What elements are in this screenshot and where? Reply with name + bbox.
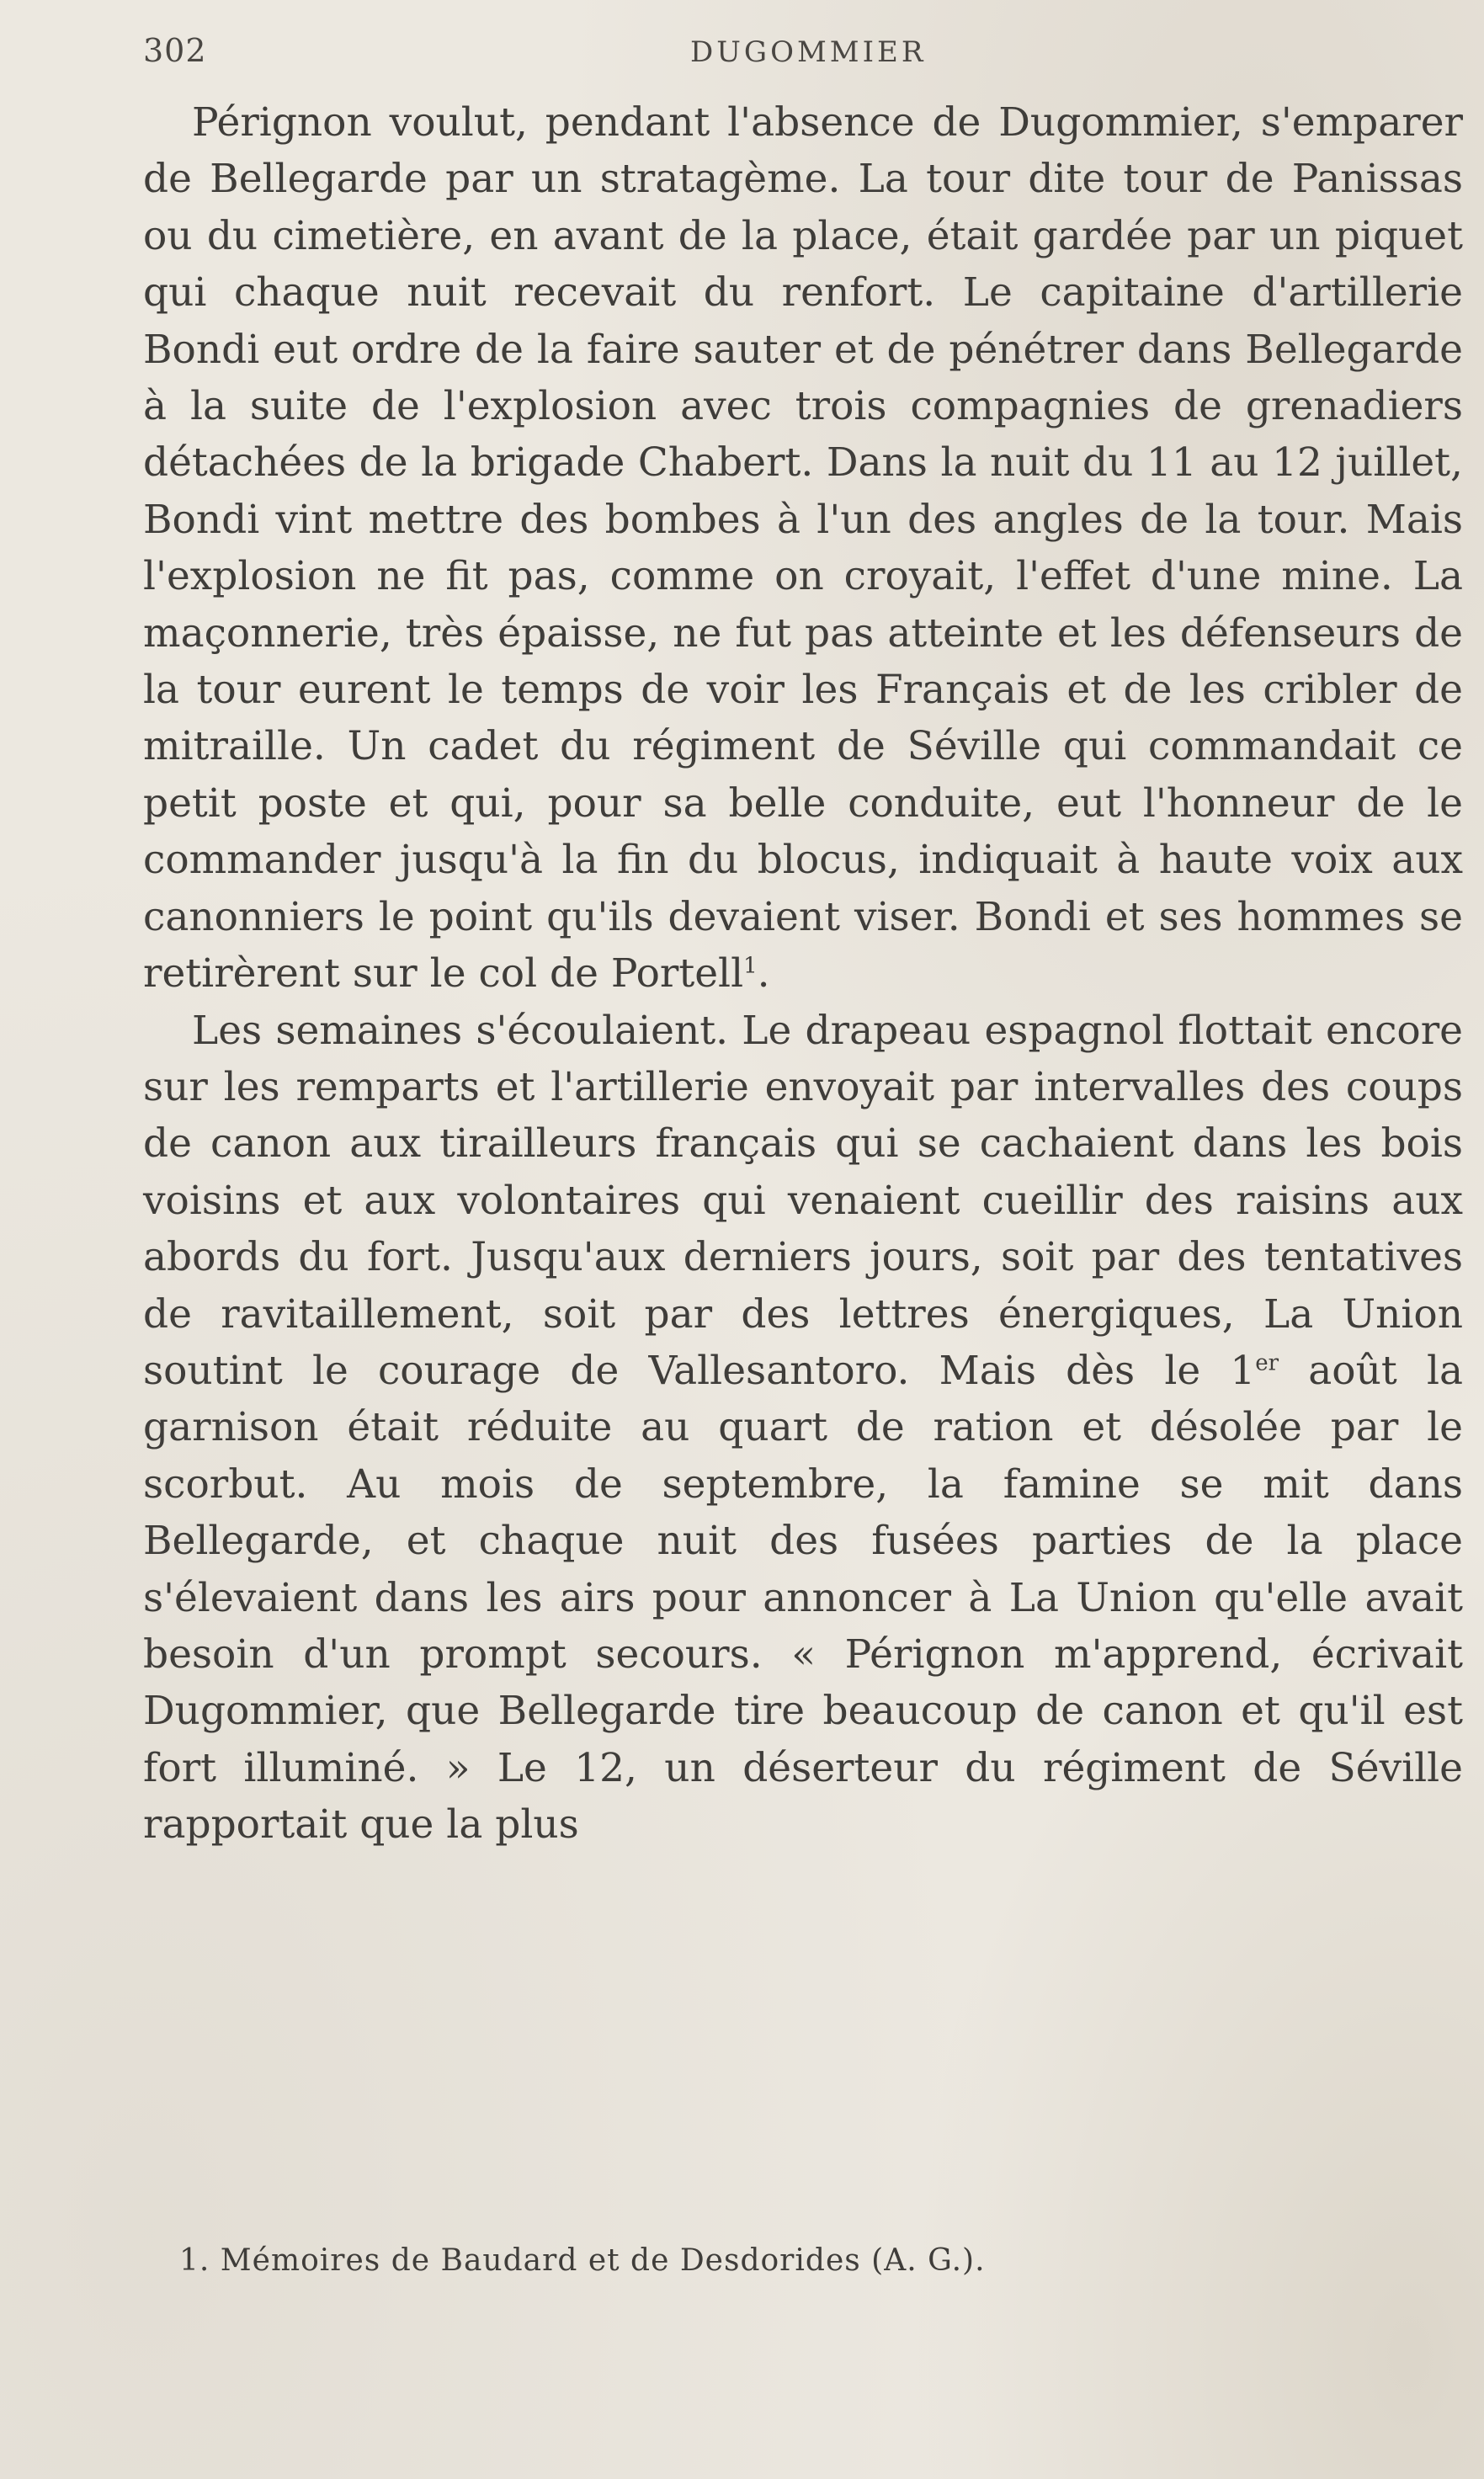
paragraph-2-text-before: Les semaines s'écoulaient. Le drapeau espagnol flottait encore sur les remparts et l'artillerie envoyait par intervalles des coups de canon aux tirailleurs français qui se cachaient dans les bois voisins et aux volontaires qui venaient cueillir des raisins aux abords du fort. Jusqu'aux derniers jours, soit par des tentatives de ravitaillement, soit par des lettres énergiques, La Union soutint le courage de Vallesantoro. Mais dès le 1 (143, 1007, 1463, 1394)
footnote: 1. Mémoires de Baudard et de Desdorides (A. G.). (179, 2243, 986, 2278)
paragraph-2-text-after: août la garnison était réduite au quart de ration et désolée par le scorbut. Au mois de septembre, la famine se mit dans Bellegarde, et chaque nuit des fusées parties de la place s'élevaient dans les airs pour annoncer à La Union qu'elle avait besoin d'un prompt secours. « Pérignon m'apprend, écrivait Dugommier, que Bellegarde tire beaucoup de canon et qu'il est fort illuminé. » Le 12, un déserteur du régiment de Séville rapportait que la plus (143, 1347, 1463, 1849)
paragraph-1-tail: . (757, 950, 770, 997)
running-title: DUGOMMIER (690, 35, 927, 69)
paragraph-1-text: Pérignon voulut, pendant l'absence de Dugommier, s'emparer de Bellegarde par un stratagème. La tour dite tour de Panissas ou du cimetière, en avant de la place, était gardée par un piquet qui chaque nuit recevait du renfort. Le capitaine d'artillerie Bondi eut ordre de la faire sauter et de pénétrer dans Bellegarde à la suite de l'explosion avec trois compagnies de grenadiers détachées de la brigade Chabert. Dans la nuit du 11 au 12 juillet, Bondi vint mettre des bombes à l'un des angles de la tour. Mais l'explosion ne fit pas, comme on croyait, l'effet d'une mine. La maçonnerie, très épaisse, ne fut pas atteinte et les défenseurs de la tour eurent le temps de voir les Français et de les cribler de mitraille. Un cadet du régiment de Séville qui commandait ce petit poste et qui, pour sa belle conduite, eut l'honneur de le commander jusqu'à la fin du blocus, indiquait à haute voix aux canonniers le point qu'ils devaient viser. Bondi et ses hommes se retirèrent sur le col de Portell (143, 99, 1463, 997)
page-number: 302 (143, 32, 207, 69)
paragraph-1 (143, 94, 1463, 1003)
paragraph-2 (143, 1003, 1463, 1854)
body-text (143, 94, 1463, 1854)
footnote-reference: 1 (743, 953, 758, 979)
ordinal-superscript: er (1255, 1350, 1279, 1376)
page-header (143, 32, 1355, 82)
